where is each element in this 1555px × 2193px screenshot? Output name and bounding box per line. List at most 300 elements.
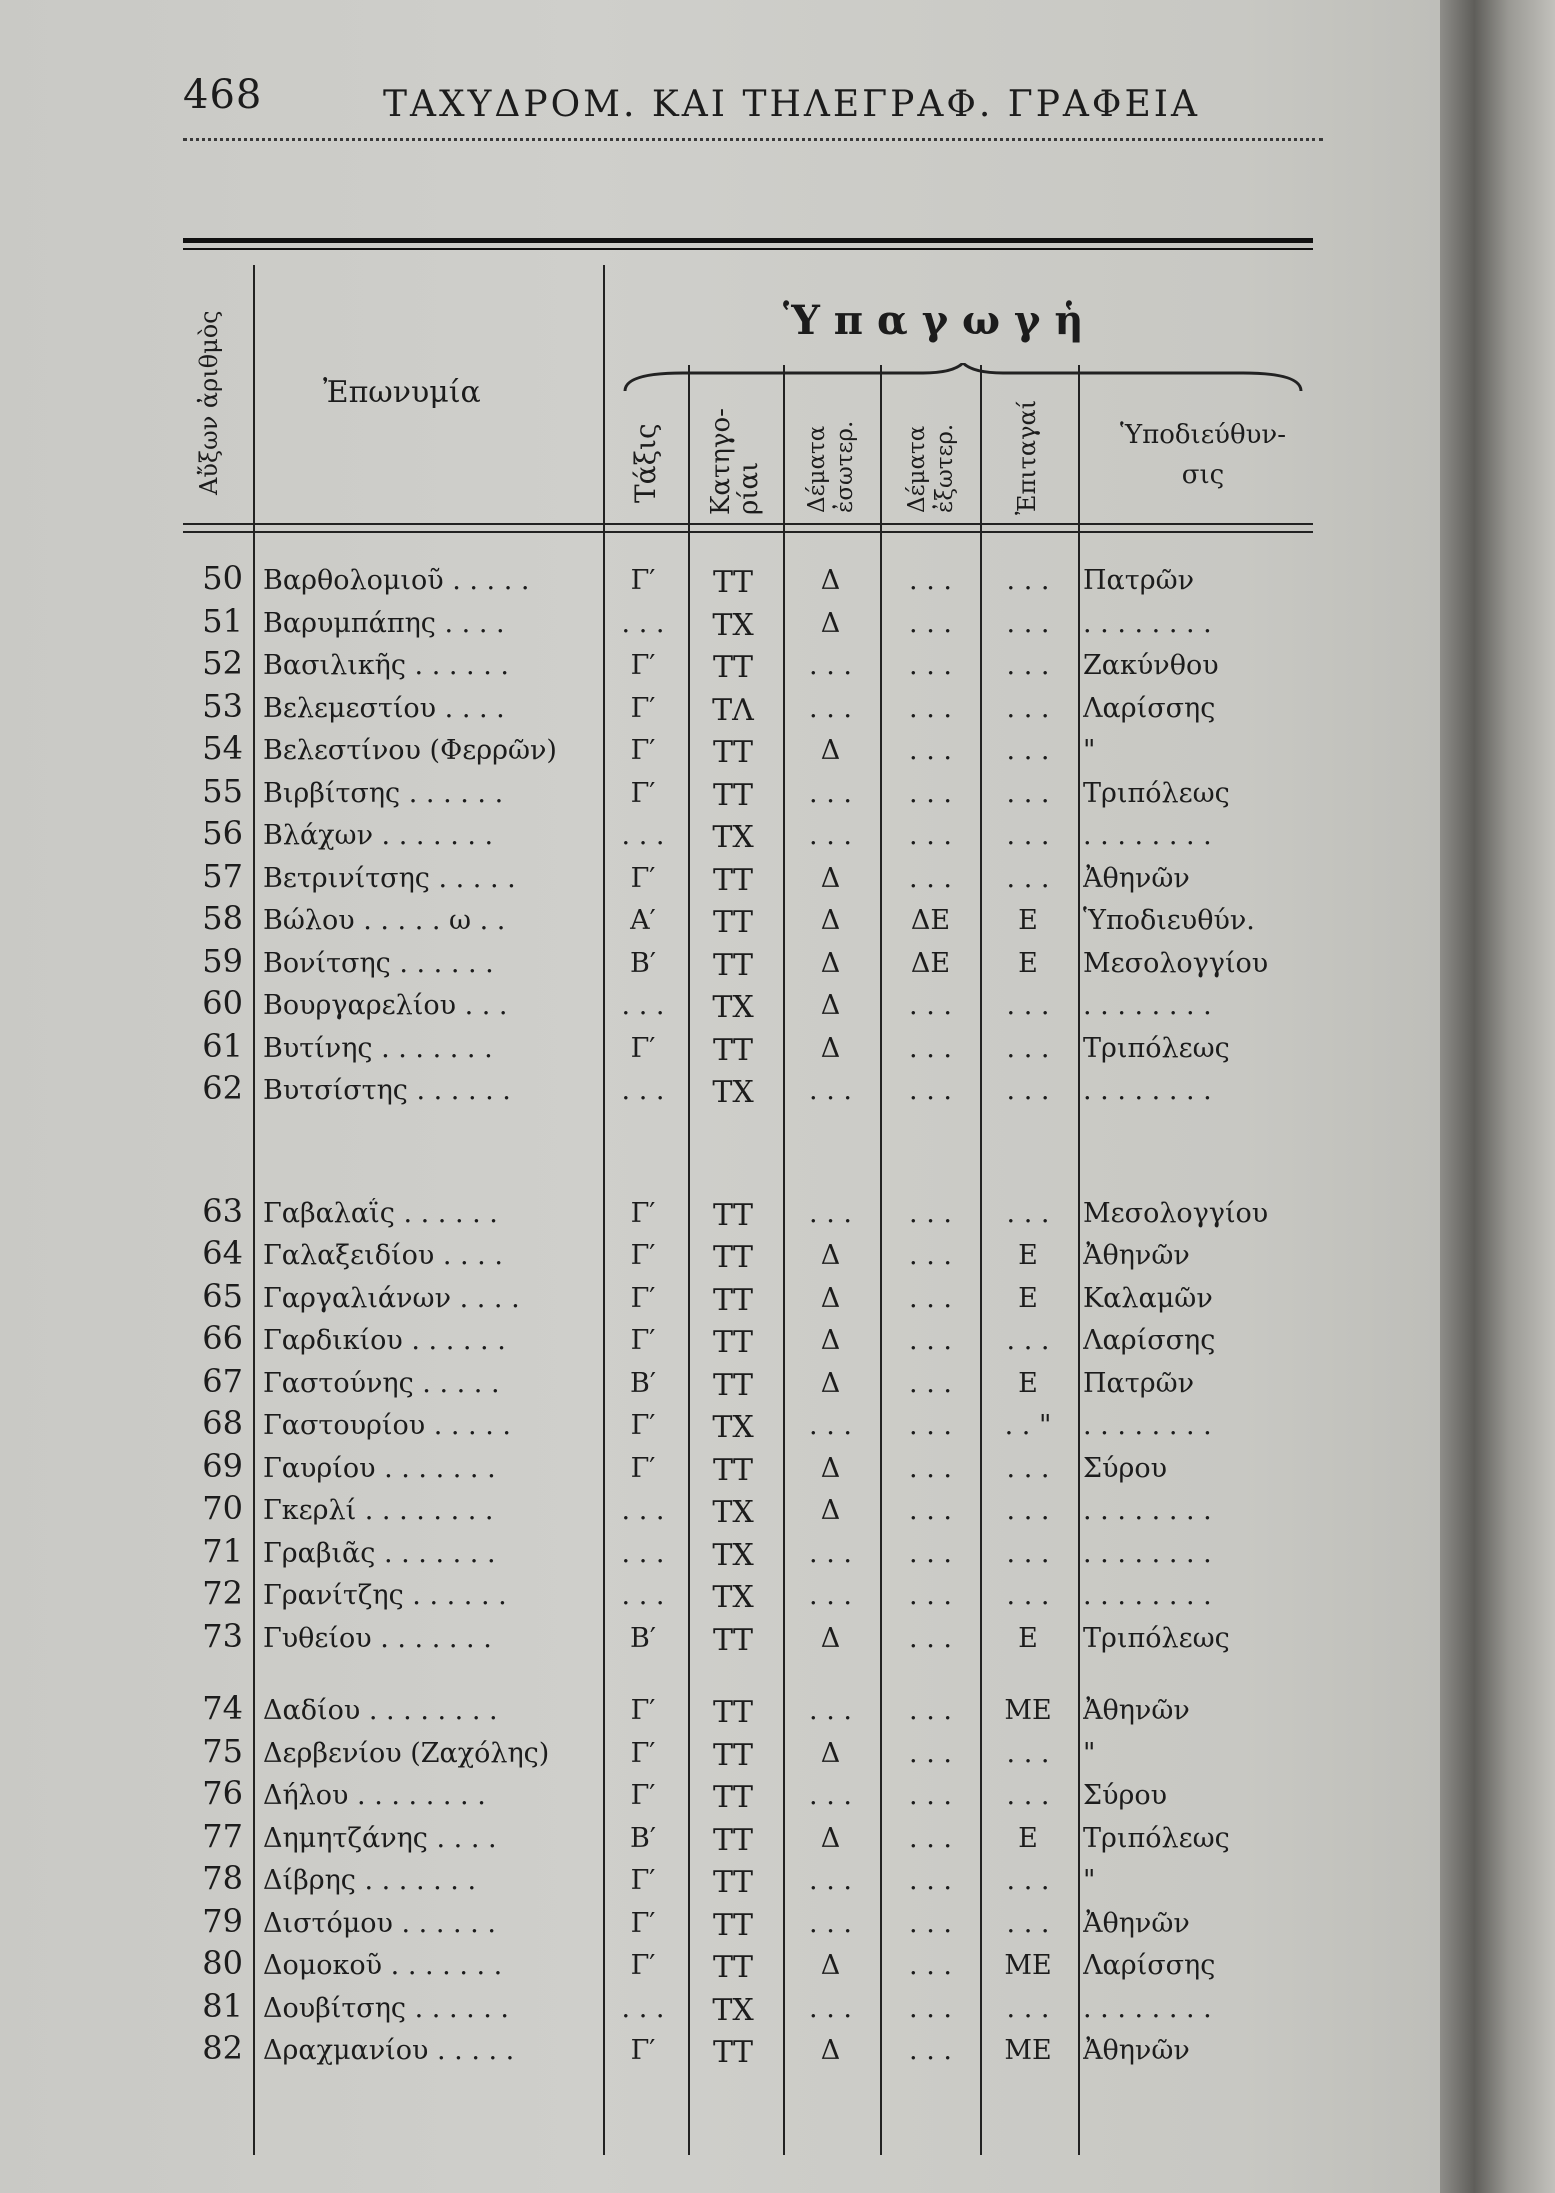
- row-demata-exo: . . .: [909, 1452, 952, 1484]
- row-category: ΤΤ: [712, 1240, 754, 1275]
- table-row: [183, 1489, 1313, 1538]
- table-row: [183, 771, 1313, 821]
- row-name: Βασιλικῆς . . . . . .: [263, 650, 509, 681]
- row-taxis: Β′: [630, 1622, 656, 1654]
- row-epitagai: Ε: [1018, 1240, 1038, 1271]
- row-number: 82: [202, 2029, 243, 2067]
- row-taxis: Γ′: [630, 650, 656, 681]
- row-number: 57: [202, 856, 243, 895]
- row-number: 62: [202, 1069, 243, 1107]
- table-row: [183, 1774, 1313, 1823]
- row-demata-eso: Δ: [820, 1822, 841, 1854]
- row-name: Γρανίτζης . . . . . .: [263, 1580, 507, 1611]
- row-demata-eso: Δ: [820, 1367, 841, 1399]
- row-demata-exo: . . .: [909, 1367, 952, 1399]
- row-epitagai: Ε: [1018, 1622, 1038, 1654]
- row-number: 79: [202, 1901, 243, 1940]
- row-ypodieuthynsis: Ζακύνθου: [1083, 650, 1219, 681]
- row-taxis: . . .: [621, 990, 665, 1021]
- row-ypodieuthynsis: . . . . . . . .: [1083, 1075, 1212, 1106]
- row-category: ΤΤ: [712, 1737, 754, 1773]
- row-taxis: Γ′: [630, 1325, 656, 1356]
- page-number: 468: [183, 72, 263, 118]
- row-demata-exo: . . .: [909, 1992, 952, 2024]
- row-ypodieuthynsis: Μεσολογγίου: [1083, 947, 1269, 979]
- row-taxis: Γ′: [630, 1737, 656, 1769]
- row-taxis: Γ′: [630, 1410, 656, 1441]
- row-number: 72: [202, 1574, 243, 1612]
- row-demata-exo: . . .: [909, 1695, 952, 1726]
- page-header: [183, 72, 1323, 132]
- row-demata-eso: . . .: [809, 777, 852, 809]
- row-number: 70: [202, 1489, 243, 1527]
- row-epitagai: . . .: [1006, 1075, 1050, 1106]
- running-title: ΤΑΧΥΔΡΟΜ. ΚΑΙ ΤΗΛΕΓΡΑΦ. ΓΡΑΦΕΙΑ: [383, 84, 1200, 125]
- row-name: Βελεστίνου (Φερρῶν): [263, 735, 557, 766]
- row-epitagai: . . .: [1006, 1537, 1050, 1569]
- header-bottom-rule-2: [183, 531, 1313, 533]
- row-name: Δαδίου . . . . . . . .: [263, 1695, 498, 1726]
- table-row: [183, 941, 1313, 991]
- table-row: [183, 686, 1313, 736]
- row-taxis: Β′: [630, 1367, 656, 1399]
- row-ypodieuthynsis: . . . . . . . .: [1083, 1410, 1212, 1441]
- col-header-serial: Αὔξων ἀριθμὸς: [195, 310, 223, 495]
- row-number: 75: [202, 1731, 243, 1770]
- row-ypodieuthynsis: Ὑποδιευθύν.: [1083, 905, 1255, 936]
- row-taxis: Γ′: [630, 1452, 656, 1484]
- row-taxis: . . .: [621, 820, 665, 851]
- row-number: 59: [202, 941, 243, 980]
- row-demata-eso: Δ: [820, 565, 841, 596]
- row-demata-exo: . . .: [909, 1780, 952, 1811]
- row-epitagai: . . .: [1006, 820, 1050, 851]
- row-ypodieuthynsis: Ἀθηνῶν: [1083, 1240, 1190, 1271]
- row-name: Βονίτσης . . . . . .: [263, 947, 494, 979]
- row-category: ΤΧ: [712, 1537, 754, 1573]
- col-group-ypagogi: Ὑ π α γ ω γ ἡ: [783, 297, 1084, 344]
- row-taxis: . . .: [621, 1075, 665, 1106]
- row-ypodieuthynsis: Σύρου: [1083, 1780, 1168, 1811]
- row-demata-eso: . . .: [809, 1075, 852, 1106]
- header-bottom-rule: [183, 523, 1313, 525]
- table-row: [183, 1234, 1313, 1283]
- col-header-demata-exo: Δέματα ἐξωτερ.: [904, 423, 958, 513]
- row-number: 58: [202, 899, 243, 937]
- row-demata-eso: . . .: [809, 1197, 852, 1229]
- row-epitagai: . . .: [1006, 1452, 1050, 1484]
- row-taxis: . . .: [621, 607, 665, 639]
- row-taxis: Γ′: [630, 1950, 656, 1981]
- row-epitagai: . . .: [1006, 990, 1050, 1021]
- row-name: Δημητζάνης . . . .: [263, 1822, 497, 1854]
- table-row: [183, 1816, 1313, 1866]
- row-name: Βυτίνης . . . . . . .: [263, 1032, 493, 1064]
- table-row: [183, 1531, 1313, 1581]
- row-epitagai: . . .: [1006, 1197, 1050, 1229]
- table-row: [183, 644, 1313, 693]
- row-ypodieuthynsis: . . . . . . . .: [1083, 990, 1212, 1021]
- row-category: ΤΤ: [712, 735, 754, 770]
- row-demata-exo: . . .: [909, 1950, 952, 1981]
- row-name: Βλάχων . . . . . . .: [263, 820, 494, 851]
- row-epitagai: ΜΕ: [1004, 1950, 1052, 1981]
- row-number: 78: [202, 1859, 243, 1897]
- row-number: 76: [202, 1774, 243, 1812]
- row-ypodieuthynsis: Μεσολογγίου: [1083, 1197, 1269, 1229]
- row-ypodieuthynsis: . . . . . . . .: [1083, 1537, 1212, 1569]
- row-demata-exo: . . .: [909, 1907, 952, 1939]
- table-row: [183, 1731, 1313, 1781]
- row-epitagai: . . .: [1006, 1032, 1050, 1064]
- row-taxis: Γ′: [630, 1197, 656, 1229]
- row-demata-eso: Δ: [820, 1282, 841, 1314]
- row-taxis: Γ′: [630, 862, 656, 894]
- row-category: ΤΤ: [712, 565, 754, 600]
- row-name: Γαρδικίου . . . . . .: [263, 1325, 506, 1356]
- row-category: ΤΤ: [712, 650, 754, 685]
- col-header-ypodieuthynsis: Ὑποδιεύθυν-σις: [1119, 420, 1287, 490]
- row-demata-exo: . . .: [909, 1622, 952, 1654]
- row-ypodieuthynsis: ": [1083, 1865, 1096, 1896]
- row-taxis: . . .: [621, 1495, 665, 1526]
- table-row: [183, 856, 1313, 906]
- row-taxis: Γ′: [630, 777, 656, 809]
- row-ypodieuthynsis: Τριπόλεως: [1083, 777, 1230, 809]
- row-category: ΤΤ: [712, 862, 754, 898]
- row-taxis: Γ′: [630, 735, 656, 766]
- table-row: [183, 1026, 1313, 1076]
- row-demata-eso: . . .: [809, 1865, 852, 1896]
- row-category: ΤΤ: [712, 1695, 754, 1730]
- row-demata-exo: . . .: [909, 650, 952, 681]
- row-demata-exo: . . .: [909, 607, 952, 639]
- row-number: 66: [202, 1319, 243, 1357]
- row-number: 68: [202, 1404, 243, 1442]
- col-header-demata-eso: Δέματα ἐσωτερ.: [804, 420, 858, 513]
- row-demata-exo: . . .: [909, 1240, 952, 1271]
- row-ypodieuthynsis: . . . . . . . .: [1083, 1992, 1212, 2024]
- book-spine: [1440, 0, 1555, 2193]
- row-number: 51: [202, 601, 243, 640]
- row-demata-exo: . . .: [909, 1410, 952, 1441]
- row-number: 50: [202, 559, 243, 597]
- row-demata-exo: . . .: [909, 2035, 952, 2066]
- table-top-rule: [183, 238, 1313, 243]
- row-ypodieuthynsis: Ἀθηνῶν: [1083, 862, 1190, 894]
- row-demata-eso: Δ: [820, 1950, 841, 1981]
- row-demata-eso: . . .: [809, 1992, 852, 2024]
- row-demata-eso: Δ: [820, 1622, 841, 1654]
- row-name: Δομοκοῦ . . . . . . .: [263, 1950, 503, 1981]
- row-name: Δήλου . . . . . . . .: [263, 1780, 486, 1811]
- row-demata-exo: . . .: [909, 1822, 952, 1854]
- row-category: ΤΧ: [712, 1580, 754, 1615]
- row-epitagai: . . .: [1006, 1325, 1050, 1356]
- header-dotted-rule: [183, 138, 1323, 141]
- row-category: ΤΧ: [712, 1410, 754, 1445]
- row-epitagai: . . .: [1006, 862, 1050, 894]
- row-category: ΤΤ: [712, 1865, 754, 1900]
- row-name: Διστόμου . . . . . .: [263, 1907, 496, 1939]
- row-number: 81: [202, 1986, 243, 2025]
- row-category: ΤΤ: [712, 1282, 754, 1318]
- row-ypodieuthynsis: . . . . . . . .: [1083, 820, 1212, 851]
- row-taxis: . . .: [621, 1537, 665, 1569]
- col-header-name: Ἐπωνυμία: [323, 375, 481, 410]
- post-office-table: [183, 275, 1313, 2165]
- row-demata-eso: Δ: [820, 1452, 841, 1484]
- row-name: Βουργαρελίου . . .: [263, 990, 508, 1021]
- row-number: 73: [202, 1616, 243, 1655]
- row-taxis: Γ′: [630, 1695, 656, 1726]
- row-ypodieuthynsis: Λαρίσσης: [1083, 1325, 1216, 1356]
- row-category: ΤΤ: [712, 905, 754, 940]
- row-ypodieuthynsis: Λαρίσσης: [1083, 1950, 1216, 1981]
- row-epitagai: . . .: [1006, 1495, 1050, 1526]
- row-name: Βυτσίστης . . . . . .: [263, 1075, 511, 1106]
- row-taxis: Γ′: [630, 1907, 656, 1939]
- row-demata-eso: Δ: [820, 990, 841, 1021]
- row-name: Βιρβίτσης . . . . . .: [263, 777, 504, 809]
- table-row: [183, 814, 1313, 863]
- row-epitagai: . . .: [1006, 1737, 1050, 1769]
- row-taxis: Γ′: [630, 2035, 656, 2066]
- row-ypodieuthynsis: . . . . . . . .: [1083, 1495, 1212, 1526]
- table-row: [183, 2029, 1313, 2078]
- row-category: ΤΧ: [712, 820, 754, 855]
- row-taxis: Β′: [630, 1822, 656, 1854]
- row-demata-eso: Δ: [820, 1032, 841, 1064]
- table-row: [183, 1069, 1313, 1118]
- row-demata-exo: . . .: [909, 735, 952, 766]
- row-category: ΤΤ: [712, 947, 754, 983]
- row-taxis: Γ′: [630, 1780, 656, 1811]
- row-demata-eso: . . .: [809, 1580, 852, 1611]
- row-name: Δερβενίου (Ζαχόλης): [263, 1737, 550, 1769]
- row-name: Βώλου . . . . . ω . .: [263, 905, 506, 936]
- row-category: ΤΤ: [712, 1822, 754, 1858]
- row-category: ΤΧ: [712, 1075, 754, 1110]
- row-number: 61: [202, 1026, 243, 1065]
- row-epitagai: Ε: [1018, 905, 1038, 936]
- row-name: Γαστουρίου . . . . .: [263, 1410, 511, 1441]
- table-row: [183, 729, 1313, 778]
- row-category: ΤΤ: [712, 1197, 754, 1233]
- row-name: Γαστούνης . . . . .: [263, 1367, 500, 1399]
- row-category: ΤΧ: [712, 607, 754, 643]
- row-category: ΤΧ: [712, 1495, 754, 1530]
- row-demata-exo: . . .: [909, 1325, 952, 1356]
- row-name: Βαρυμπάπης . . . .: [263, 607, 505, 639]
- row-demata-eso: . . .: [809, 1907, 852, 1939]
- row-category: ΤΤ: [712, 1452, 754, 1488]
- row-demata-exo: . . .: [909, 1032, 952, 1064]
- table-row: [183, 984, 1313, 1033]
- row-ypodieuthynsis: Ἀθηνῶν: [1083, 2035, 1190, 2066]
- row-name: Βετρινίτσης . . . . .: [263, 862, 516, 894]
- row-number: 63: [202, 1191, 243, 1230]
- row-number: 67: [202, 1361, 243, 1400]
- row-demata-exo: . . .: [909, 1197, 952, 1229]
- row-demata-eso: . . .: [809, 1410, 852, 1441]
- row-demata-eso: Δ: [820, 862, 841, 894]
- row-demata-eso: . . .: [809, 692, 852, 724]
- row-demata-exo: ΔΕ: [910, 947, 951, 979]
- row-number: 60: [202, 984, 243, 1022]
- row-number: 56: [202, 814, 243, 852]
- row-epitagai: . . .: [1006, 1865, 1050, 1896]
- row-number: 65: [202, 1276, 243, 1315]
- row-ypodieuthynsis: Σύρου: [1083, 1452, 1168, 1484]
- col-header-taxis: Τάξις: [629, 423, 662, 503]
- row-category: ΤΤ: [712, 1325, 754, 1360]
- row-ypodieuthynsis: Ἀθηνῶν: [1083, 1695, 1190, 1726]
- row-ypodieuthynsis: Πατρῶν: [1083, 565, 1195, 596]
- row-ypodieuthynsis: Πατρῶν: [1083, 1367, 1195, 1399]
- row-demata-eso: Δ: [820, 607, 841, 639]
- table-row: [183, 1574, 1313, 1623]
- row-name: Γαβαλαΐς . . . . . .: [263, 1197, 498, 1229]
- row-demata-exo: . . .: [909, 692, 952, 724]
- row-category: ΤΧ: [712, 990, 754, 1025]
- row-name: Γαλαξειδίου . . . .: [263, 1240, 503, 1271]
- row-epitagai: . . .: [1006, 1580, 1050, 1611]
- table-row: [183, 899, 1313, 948]
- row-ypodieuthynsis: . . . . . . . .: [1083, 1580, 1212, 1611]
- table-row: [183, 1616, 1313, 1666]
- row-demata-exo: . . .: [909, 1737, 952, 1769]
- row-category: ΤΤ: [712, 1907, 754, 1943]
- row-ypodieuthynsis: Καλαμῶν: [1083, 1282, 1213, 1314]
- row-demata-exo: . . .: [909, 1580, 952, 1611]
- table-row: [183, 601, 1313, 651]
- row-demata-eso: Δ: [820, 947, 841, 979]
- row-ypodieuthynsis: Τριπόλεως: [1083, 1622, 1230, 1654]
- row-demata-eso: . . .: [809, 1537, 852, 1569]
- row-taxis: Γ′: [630, 1240, 656, 1271]
- table-top-rule-thin: [183, 248, 1313, 250]
- table-row: [183, 1404, 1313, 1453]
- row-demata-eso: . . .: [809, 820, 852, 851]
- row-category: ΤΛ: [712, 692, 754, 728]
- row-number: 71: [202, 1531, 243, 1570]
- row-epitagai: Ε: [1018, 947, 1038, 979]
- row-name: Δραχμανίου . . . . .: [263, 2035, 515, 2066]
- row-epitagai: . . .: [1006, 735, 1050, 766]
- table-row: [183, 1986, 1313, 2036]
- row-demata-eso: Δ: [820, 905, 841, 936]
- row-ypodieuthynsis: ": [1083, 735, 1096, 766]
- row-ypodieuthynsis: Λαρίσσης: [1083, 692, 1216, 724]
- row-demata-exo: . . .: [909, 990, 952, 1021]
- row-number: 80: [202, 1944, 243, 1982]
- row-name: Δίβρης . . . . . . .: [263, 1865, 477, 1896]
- table-row: [183, 559, 1313, 608]
- row-epitagai: . . .: [1006, 1780, 1050, 1811]
- row-taxis: . . .: [621, 1580, 665, 1611]
- row-demata-exo: . . .: [909, 862, 952, 894]
- row-demata-exo: . . .: [909, 1495, 952, 1526]
- row-name: Γυθείου . . . . . . .: [263, 1622, 492, 1654]
- table-row: [183, 1446, 1313, 1496]
- row-epitagai: . . .: [1006, 607, 1050, 639]
- row-taxis: Γ′: [630, 1282, 656, 1314]
- row-demata-exo: . . .: [909, 1282, 952, 1314]
- row-number: 77: [202, 1816, 243, 1855]
- row-name: Γκερλί . . . . . . . .: [263, 1495, 494, 1526]
- row-demata-exo: . . .: [909, 820, 952, 851]
- row-taxis: Α′: [630, 905, 656, 936]
- table-row: [183, 1689, 1313, 1738]
- table-row: [183, 1319, 1313, 1368]
- table-row: [183, 1361, 1313, 1411]
- row-demata-exo: . . .: [909, 1865, 952, 1896]
- row-category: ΤΧ: [712, 1992, 754, 2028]
- row-ypodieuthynsis: Ἀθηνῶν: [1083, 1907, 1190, 1939]
- row-name: Δουβίτσης . . . . . .: [263, 1992, 510, 2024]
- row-name: Βελεμεστίου . . . .: [263, 692, 505, 724]
- row-number: 69: [202, 1446, 243, 1485]
- row-number: 64: [202, 1234, 243, 1272]
- row-ypodieuthynsis: Τριπόλεως: [1083, 1822, 1230, 1854]
- row-epitagai: . . .: [1006, 777, 1050, 809]
- row-epitagai: . . .: [1006, 565, 1050, 596]
- row-demata-exo: ΔΕ: [910, 905, 951, 936]
- row-demata-eso: . . .: [809, 1780, 852, 1811]
- row-taxis: Γ′: [630, 1032, 656, 1064]
- row-demata-eso: . . .: [809, 1695, 852, 1726]
- col-header-epitagai: Ἐπιταγαί: [1013, 399, 1041, 515]
- row-category: ΤΤ: [712, 1367, 754, 1403]
- table-row: [183, 1944, 1313, 1993]
- row-epitagai: Ε: [1018, 1822, 1038, 1854]
- row-name: Γραβιᾶς . . . . . . .: [263, 1537, 496, 1569]
- row-taxis: Γ′: [630, 692, 656, 724]
- row-demata-exo: . . .: [909, 777, 952, 809]
- row-ypodieuthynsis: . . . . . . . .: [1083, 607, 1212, 639]
- row-epitagai: Ε: [1018, 1367, 1038, 1399]
- row-ypodieuthynsis: Τριπόλεως: [1083, 1032, 1230, 1064]
- table-row: [183, 1901, 1313, 1951]
- row-epitagai: . . .: [1006, 1907, 1050, 1939]
- row-taxis: Β′: [630, 947, 656, 979]
- col-header-katigoria: Κατηγο-ρίαι: [706, 408, 764, 515]
- row-epitagai: . . .: [1006, 1992, 1050, 2024]
- row-demata-exo: . . .: [909, 565, 952, 596]
- row-demata-eso: Δ: [820, 1495, 841, 1526]
- row-name: Γαργαλιάνων . . . .: [263, 1282, 520, 1314]
- row-number: 54: [202, 729, 243, 767]
- table-row: [183, 1859, 1313, 1908]
- row-demata-exo: . . .: [909, 1537, 952, 1569]
- row-epitagai: ΜΕ: [1004, 2035, 1052, 2066]
- row-demata-exo: . . .: [909, 1075, 952, 1106]
- row-number: 52: [202, 644, 243, 682]
- row-epitagai: . . ": [1004, 1410, 1052, 1441]
- row-demata-eso: Δ: [820, 1737, 841, 1769]
- row-category: ΤΤ: [712, 1622, 754, 1658]
- row-epitagai: . . .: [1006, 650, 1050, 681]
- row-taxis: . . .: [621, 1992, 665, 2024]
- row-category: ΤΤ: [712, 1780, 754, 1815]
- row-taxis: Γ′: [630, 565, 656, 596]
- row-epitagai: . . .: [1006, 692, 1050, 724]
- row-demata-eso: Δ: [820, 2035, 841, 2066]
- row-number: 53: [202, 686, 243, 725]
- row-number: 74: [202, 1689, 243, 1727]
- row-category: ΤΤ: [712, 1032, 754, 1068]
